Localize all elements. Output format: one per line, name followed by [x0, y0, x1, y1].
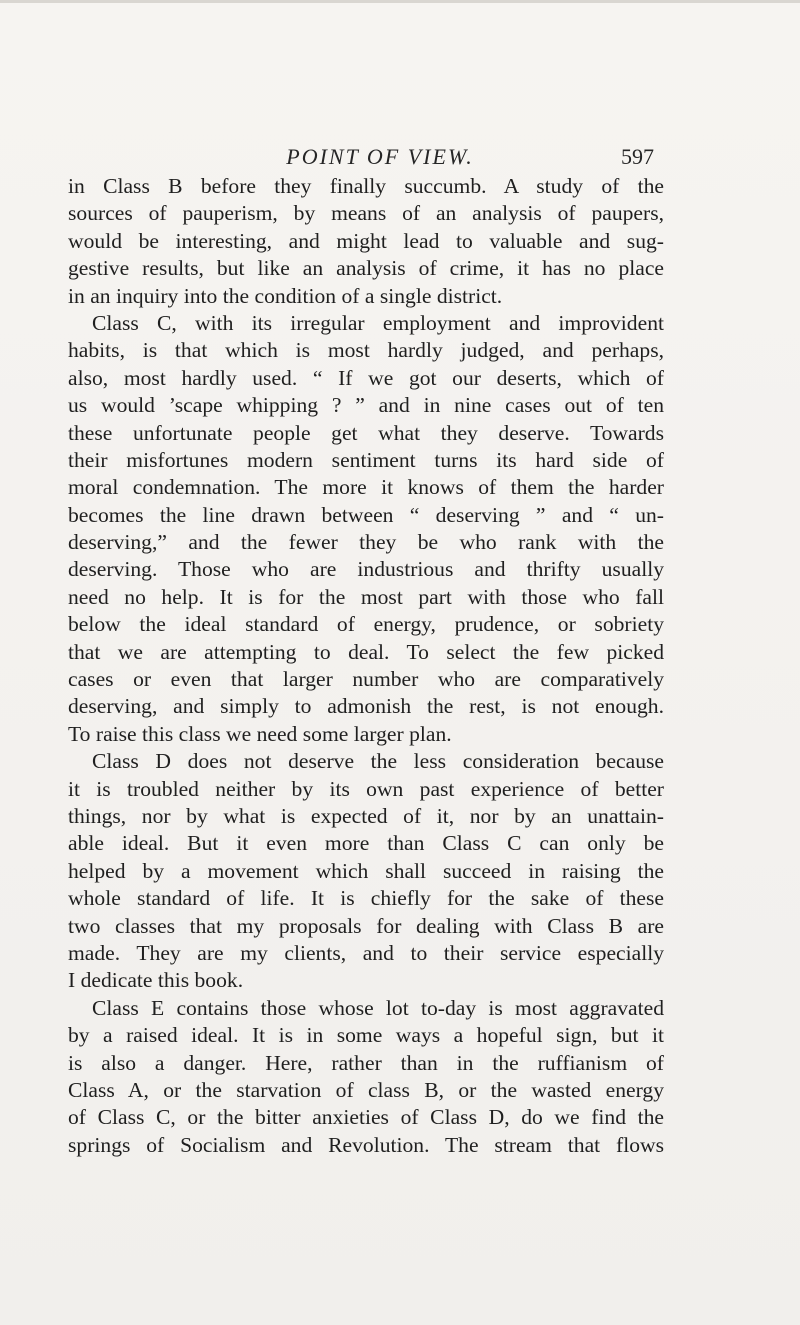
text-line: deserving. Those who are industrious and thrifty usually: [68, 557, 664, 582]
text-line: their misfortunes modern sentiment turns its hard side of: [68, 447, 664, 472]
text-line: would be interesting, and might lead to valuable and sug-: [68, 228, 664, 253]
text-line: becomes the line drawn between “ deserving ” and “ un-: [68, 502, 664, 527]
text-line: Class A, or the starvation of class B, or the wasted energy: [68, 1077, 664, 1102]
text-line: moral condemnation. The more it knows of them the harder: [68, 475, 664, 500]
text-line: of Class C, or the bitter anxieties of Class D, do we find the: [68, 1105, 664, 1130]
text-line: it is troubled neither by its own past experience of better: [68, 776, 664, 801]
text-line: sources of pauperism, by means of an analysis of paupers,: [68, 201, 664, 226]
page-number: 597: [621, 144, 654, 169]
text-line: habits, is that which is most hardly judged, and perhaps,: [68, 338, 664, 363]
text-line: by a raised ideal. It is in some ways a hopeful sign, but it: [68, 1023, 664, 1048]
text-line: two classes that my proposals for dealing with Class B are: [68, 913, 664, 938]
text-line: these unfortunate people get what they deserve. Towards: [68, 420, 664, 445]
text-line: is also a danger. Here, rather than in the ruffianism of: [68, 1050, 664, 1075]
text-line: Class C, with its irregular employment and improvident: [92, 310, 664, 335]
text-line: also, most hardly used. “ If we got our deserts, which of: [68, 365, 664, 390]
text-line: below the ideal standard of energy, prudence, or sobriety: [68, 612, 664, 637]
text-line: To raise this class we need some larger plan.: [68, 721, 452, 746]
text-line: us would ’scape whipping ? ” and in nine cases out of ten: [68, 393, 664, 418]
text-line: whole standard of life. It is chiefly for the sake of these: [68, 886, 664, 911]
text-line: need no help. It is for the most part with those who fall: [68, 584, 664, 609]
text-line: deserving,” and the fewer they be who rank with the: [68, 530, 664, 555]
text-line: Class D does not deserve the less consideration because: [92, 749, 664, 774]
text-line: Class E contains those whose lot to-day is most aggravated: [92, 995, 664, 1020]
text-line: gestive results, but like an analysis of crime, it has no place: [68, 256, 664, 281]
body-text: [68, 173, 664, 1159]
text-line: made. They are my clients, and to their service especially: [68, 940, 664, 965]
text-line: springs of Socialism and Revolution. The stream that flows: [68, 1132, 664, 1157]
text-line: that we are attempting to deal. To select the few picked: [68, 639, 664, 664]
page-top-edge: [0, 0, 800, 3]
text-line: things, nor by what is expected of it, nor by an unattain-: [68, 803, 664, 828]
text-line: deserving, and simply to admonish the rest, is not enough.: [68, 694, 664, 719]
text-line: helped by a movement which shall succeed in raising the: [68, 858, 664, 883]
text-line: cases or even that larger number who are comparatively: [68, 667, 664, 692]
running-head: [110, 144, 654, 174]
text-line: in Class B before they finally succumb. A study of the: [68, 174, 664, 198]
text-line: able ideal. But it even more than Class C can only be: [68, 831, 664, 856]
text-line: I dedicate this book.: [68, 968, 244, 993]
text-line: in an inquiry into the condition of a single district.: [68, 283, 503, 308]
page-header-title: POINT OF VIEW.: [286, 144, 474, 169]
